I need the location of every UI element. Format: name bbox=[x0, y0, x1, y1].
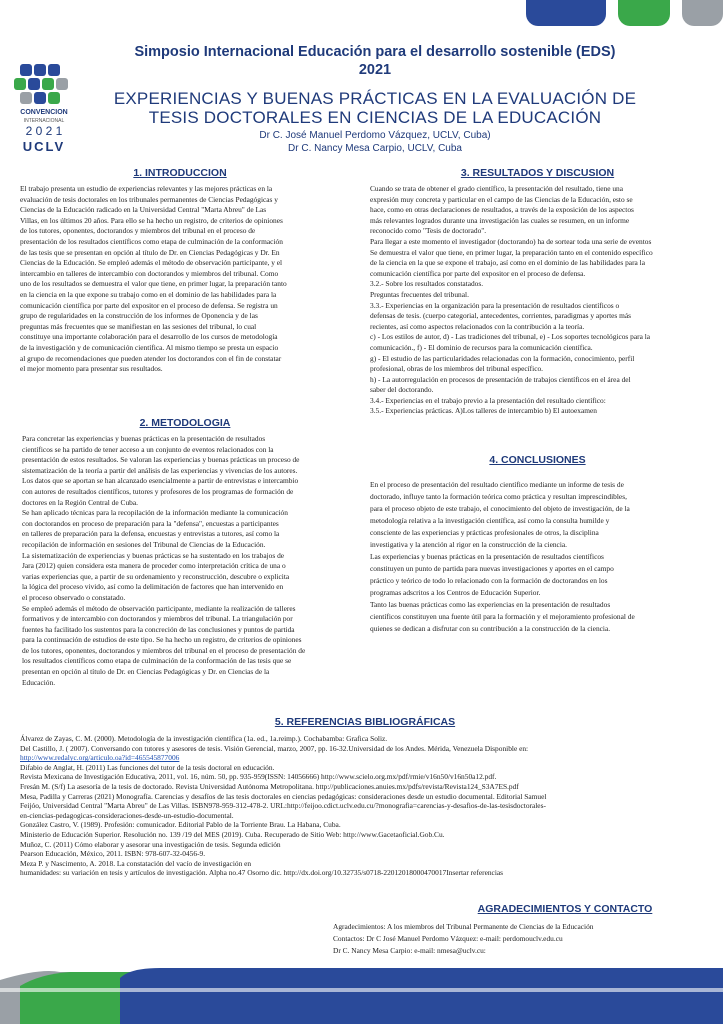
conclusions-body bbox=[370, 479, 705, 635]
intro-line: de la investigación y de comunicación científica. Al mismo tiempo se presta un espacio bbox=[20, 342, 279, 352]
reference-line: Difabio de Anglat, H. (2011) Las funciones del tutor de la tesis doctoral en educación. bbox=[20, 762, 275, 772]
results-line: expresión muy concreta y particular en el campo de las Ciencias de la Educación, esto se bbox=[370, 194, 633, 204]
method-line: sistematización de la teoría a partir del análisis de las experiencias y vivencias de los autores. bbox=[22, 465, 298, 475]
results-line: Se demuestra el valor que tiene, en primer lugar, la preparación tanto en el contenido específico bbox=[370, 247, 653, 257]
results-line: 3.3.- Experiencias en la organización para la presentación de resultados científicos o bbox=[370, 300, 620, 310]
conclusions-line: doctorado, influye tanto la formación teórica como práctica y resultan imprescindibles, bbox=[370, 492, 627, 501]
reference-line: González Castro, V. (1989). Profesión: comunicador. Editorial Pablo de la Torriente Brau. La Habana, Cuba. bbox=[20, 820, 341, 830]
method-line: en talleres de preparación para la defensa, encuestas y entrevistas a tutores, así como la bbox=[22, 529, 280, 539]
results-line: Cuando se trata de obtener el grado científico, la presentación del resultado, tiene una bbox=[370, 184, 624, 193]
results-line: g) - El estudio de las particularidades relacionadas con la formación, conocimiento, perfil bbox=[370, 353, 635, 363]
reference-line: en-ciencias-pedagogicas-consideraciones-desde-un-estudio-documental. bbox=[20, 810, 234, 820]
intro-line: Ciencias de la Educación. Se empleó además el método de observación participante, y el bbox=[20, 258, 283, 268]
intro-body bbox=[20, 184, 340, 375]
method-line: de los tutores, oponentes, doctorandos y miembros del tribunal en el proceso de presentación de bbox=[22, 645, 306, 655]
results-line: hace, como en otras declaraciones de resultados, a través de la exposición de los aspectos bbox=[370, 205, 634, 215]
method-line: científicos se ha partido de tener acceso a un conjunto de eventos relacionados con la bbox=[22, 444, 274, 454]
results-body bbox=[370, 184, 705, 417]
intro-line: intercambio en talleres de intercambio con doctorandos y miembros del tribunal. Como bbox=[20, 268, 279, 278]
results-line: 3.2.- Sobre los resultados constatados. bbox=[370, 279, 484, 289]
conclusions-line: programas adscritos a los Centros de Educación Superior. bbox=[370, 588, 541, 597]
conclusions-line: Tanto las buenas prácticas como las experiencias en la presentación de resultados bbox=[370, 600, 611, 609]
intro-line: el mejor momento para presentar sus resultados. bbox=[20, 364, 163, 374]
reference-line: humanidades: su variación en tesis y artículos de investigación. Alpha no.47 Osorno dic. http://dx.doi.org/10.32735/s0718-22012018000470017Insertar referencias bbox=[20, 868, 504, 878]
logo-text-internacional: INTERNACIONAL bbox=[23, 118, 65, 124]
method-line: Se han aplicado técnicas para la recopilación de la información mediante la comunicación bbox=[22, 508, 288, 518]
conclusions-heading: 4. CONCLUSIONES bbox=[489, 454, 586, 466]
results-line: 3.5.- Experiencias prácticas. A)Los talleres de intercambio b) El autoexamen bbox=[370, 406, 597, 416]
reference-line: Feijóo, Universidad Central "Marta Abreu" de Las Villas. ISBN978-959-312-478-2. URL:http://feijoo.cdict.uclv.edu.cu/?monografia=carencias-y-desafios-de-las-tesisdoctorales- bbox=[20, 801, 546, 811]
reference-line: Meza P. y Nascimento, A. 2018. La constatación del vacío de investigación en bbox=[20, 858, 252, 868]
poster-title-line1: EXPERIENCIAS Y BUENAS PRÁCTICAS EN LA EVALUACIÓN DE bbox=[113, 89, 637, 108]
method-line: la lógica del proceso vivido, así como la delimitación de factores que han intervenido en bbox=[22, 582, 284, 592]
results-line: comunicación científica por parte del expositor en el proceso de defensa. bbox=[370, 268, 586, 278]
intro-line: comunicación científica por parte del expositor en el proceso de defensa. Se registra un bbox=[20, 300, 278, 310]
intro-line: Villas, en los últimos 20 años. Para ello se ha hecho un registro, de criterios de opiniones bbox=[20, 215, 283, 225]
references-list bbox=[20, 734, 710, 878]
intro-line: evaluación de tesis doctorales en los tribunales permanentes de Ciencias Pedagógicas y bbox=[20, 194, 278, 204]
convention-logo bbox=[14, 64, 76, 159]
top-tab-gray bbox=[682, 0, 723, 26]
method-line: fuentes ha facilitado los sustentos para la concreción de las conclusiones y puntos de partida bbox=[22, 624, 295, 634]
conclusions-line: Las experiencias y buenas prácticas en la presentación de resultados científicos bbox=[370, 552, 604, 561]
results-line: de la ciencia en la que se expone el trabajo, así como en el dominio de las habilidades para la bbox=[370, 258, 645, 268]
intro-line: constituye una importante colaboración para el desarrollo de los cursos de metodología bbox=[20, 332, 278, 342]
logo-square bbox=[48, 64, 60, 76]
logo-square bbox=[14, 78, 26, 90]
reference-line: Pearson Educación, México, 2011. ISBN: 978-607-32-0456-9. bbox=[20, 849, 206, 859]
intro-heading: 1. INTRODUCCION bbox=[133, 167, 227, 179]
method-line: los resultados científicos como etapa de culminación de la conformación de las tesis que se bbox=[22, 656, 292, 666]
intro-line: al grupo de recomendaciones que pueden atender los doctorandos con el fin de constatar bbox=[20, 353, 282, 363]
results-line: saber del doctorando. bbox=[370, 385, 434, 395]
method-line: recopilación de información en sesiones del Tribunal de Ciencias de la Educación. bbox=[22, 539, 266, 549]
logo-square bbox=[34, 64, 46, 76]
ack-heading: AGRADECIMIENTOS Y CONTACTO bbox=[477, 903, 653, 915]
method-line: presentación de estos resultados. Se valoran las experiencias y buenas prácticas un proceso de bbox=[22, 455, 300, 465]
results-line: Preguntas frecuentes del tribunal. bbox=[370, 289, 469, 299]
footer-white-strip bbox=[0, 988, 723, 992]
intro-line: en la ciencia en la que expone su trabajo como en el dominio de las habilidades para la bbox=[20, 289, 277, 299]
results-line: h) - La autorregulación en procesos de presentación de trabajos científicos en el área del bbox=[370, 374, 631, 384]
symposium-year: 2021 bbox=[358, 62, 392, 78]
conclusions-line: metodología relativa a la investigación científica, así como la consulta humilde y bbox=[370, 516, 610, 525]
logo-square bbox=[48, 92, 60, 104]
conclusions-line: científicos constituyen una fuente útil para la formación y el mejoramiento profesional de bbox=[370, 612, 635, 621]
method-line: para la continuación de estudios de este tipo. Se ha hecho un registro, de criterios de opiniones bbox=[22, 635, 302, 645]
method-line: con doctorandos en proceso de preparación para la "defensa", encuestas a participantes bbox=[22, 518, 279, 528]
ack-line: Dr C. Nancy Mesa Carpio: e-mail: nmesa@uclv.cu: bbox=[333, 946, 486, 955]
results-line: profesional, obras de los miembros del tribunal específico. bbox=[370, 364, 544, 374]
reference-line[interactable]: http://www.redalyc.org/articulo.oa?id=465545877006 bbox=[20, 753, 180, 763]
results-line: c) - Los estilos de autor, d) - Las tradiciones del tribunal, e) - Los soportes tecnológicos para la bbox=[370, 332, 651, 342]
results-line: más relevantes logrados durante una investigación las cuales se resumen, en un informe bbox=[370, 215, 630, 225]
conclusions-line: para el proceso objeto de este trabajo, el conocimiento del objeto de investigación, de la bbox=[370, 504, 630, 513]
method-line: Los datos que se aportan se han alcanzado esencialmente a partir de entrevistas e intercambio bbox=[22, 476, 299, 486]
results-line: comunicación., f) - El dominio de recursos para la comunicación científica. bbox=[370, 342, 593, 352]
intro-line: de las tesis que se presentan en opción al título de Dr. en Ciencias Pedagógicas y Dr. En bbox=[20, 247, 280, 257]
footer-blue-band bbox=[120, 968, 723, 1024]
symposium-title: Simposio Internacional Educación para el desarrollo sostenible (EDS) bbox=[134, 44, 616, 60]
logo-org: UCLV bbox=[22, 139, 66, 154]
method-line: Se empleó además el método de observación participante, mediante la realización de talleres bbox=[22, 603, 296, 613]
method-line: con autores de resultados científicos, tutores y profesores de los programas de formación de bbox=[22, 486, 294, 496]
logo-square bbox=[56, 78, 68, 90]
method-line: el proceso observado o constatado. bbox=[22, 592, 126, 602]
results-line: defensas de tesis. (cuerpo categorial, antecedentes, corrientes, paradigmas y aportes más bbox=[370, 311, 632, 321]
reference-line: Fresán M. (S/f) La asesoría de la tesis de doctorado. Revista Universidad Autónoma Metropolitana. http://publicaciones.anuies.mx/pdfs/revista/Revista124_S3A7ES.pdf bbox=[20, 781, 519, 791]
method-line: Educación. bbox=[22, 677, 56, 687]
intro-line: de los tutores, oponentes, doctorandos y miembros del tribunal en el proceso de bbox=[20, 226, 256, 236]
logo-text-convencion: CONVENCION bbox=[20, 109, 68, 116]
intro-line: El trabajo presenta un estudio de experiencias relevantes y las mejores prácticas en la bbox=[20, 184, 273, 193]
method-line: presentan en opción al título de Dr. en Ciencias Pedagógicas y Dr. en Ciencias de la bbox=[22, 667, 270, 677]
ack-line: Contactos: Dr C José Manuel Perdomo Vázquez: e-mail: perdomouclv.edu.cu bbox=[333, 934, 563, 943]
reference-line: Álvarez de Zayas, C. M. (2000). Metodología de la investigación científica (1a. ed., 1a.reimp.). Cochabamba: Grafica Soliz. bbox=[20, 734, 388, 743]
logo-square bbox=[20, 64, 32, 76]
intro-line: uno de los resultados se demuestra el valor que tiene, en primer lugar, la preparación tanto bbox=[20, 279, 287, 289]
author-2: Dr C. Nancy Mesa Carpio, UCLV, Cuba bbox=[288, 143, 462, 154]
results-line: reconocido como "Tesis de doctorado". bbox=[370, 226, 487, 236]
results-line: Para llegar a este momento el investigador (doctorando) ha de sortear toda una serie de eventos bbox=[370, 236, 652, 246]
footer-band bbox=[0, 958, 723, 1024]
reference-line: Mesa, Padilla y Carreras (2021) Monografía. Carencias y desafíos de las tesis doctorales en ciencias pedagógicas: consideraciones desde un estudio documental. Editorial Samuel bbox=[20, 791, 547, 801]
method-line: Para concretar las experiencias y buenas prácticas en la presentación de resultados bbox=[22, 434, 266, 443]
conclusions-line: consciente de las experiencias y prácticas profesionales de otros, la disciplina bbox=[370, 528, 599, 537]
method-line: formativos y de intercambio con doctorandos y miembros del tribunal. La triangulación por bbox=[22, 614, 293, 624]
intro-line: presentación de los resultados científicos como etapa de culminación de la conformación bbox=[20, 236, 283, 246]
logo-square bbox=[42, 78, 54, 90]
method-body bbox=[22, 434, 354, 688]
conclusions-line: En el proceso de presentación del resultado científico mediante un informe de tesis de bbox=[370, 480, 624, 489]
author-1: Dr C. José Manuel Perdomo Vázquez, UCLV, Cuba) bbox=[259, 130, 491, 141]
references-heading: 5. REFERENCIAS BIBLIOGRÁFICAS bbox=[274, 716, 456, 728]
logo-square bbox=[28, 78, 40, 90]
conclusions-line: constituyen un punto de partida para nuevas investigaciones y aportes en el campo bbox=[370, 564, 614, 573]
method-line: varias experiencias que, a partir de su ordenamiento y reconstrucción, descubre o explicita bbox=[22, 571, 290, 581]
results-heading: 3. RESULTADOS Y DISCUSION bbox=[460, 167, 615, 179]
method-line: La sistematización de experiencias y buenas prácticas se ha sustentado en los trabajos de bbox=[22, 550, 285, 560]
results-line: recientes, así como aspectos relacionados con la contribución a la teoría. bbox=[370, 321, 585, 331]
top-tab-green bbox=[618, 0, 670, 26]
method-line: Jara (2012) quien considera esta manera de proceder como interpretación crítica de una o bbox=[22, 561, 286, 571]
top-tab-blue bbox=[526, 0, 606, 26]
conclusions-line: práctico y teórico de todo lo relacionado con la formación de doctorandos en los bbox=[370, 576, 608, 585]
poster-title-line2: TESIS DOCTORALES EN CIENCIAS DE LA EDUCACIÓN bbox=[148, 108, 602, 127]
reference-line: Del Castillo, J. ( 2007). Conversando con tutores y asesores de tesis. Visión Gerencial, marzo, 2007, pp. 16-32.Universidad de los Andes. Mérida, Venezuela Disponible en: bbox=[20, 743, 529, 753]
intro-line: Ciencias de la Educación radicado en la Universidad Central "Marta Abreu" de Las bbox=[20, 205, 267, 215]
conclusions-line: quienes se dedican a disfrutar con su contribución a la construcción de la ciencia. bbox=[370, 624, 611, 633]
reference-line: Ministerio de Educación Superior. Resolución no. 139 /19 del MES (2019). Cuba. Recuperado de Sitio Web: http://www.Gacetaoficial.Gob.Cu. bbox=[20, 829, 445, 839]
method-line: doctores en la Región Central de Cuba. bbox=[22, 497, 138, 507]
conclusions-line: investigativa y la atención al rigor en la construcción de la ciencia. bbox=[370, 540, 568, 549]
logo-square bbox=[34, 92, 46, 104]
intro-line: grupo de regularidades en la construcción de los informes de Oponencia y de las bbox=[20, 311, 258, 321]
intro-line: preguntas más frecuentes que se manifiestan en las sesiones del tribunal, lo cual bbox=[20, 321, 257, 331]
ack-body bbox=[333, 921, 703, 957]
logo-square bbox=[20, 92, 32, 104]
results-line: 3.4.- Experiencias en el trabajo previo a la presentación del resultado científico: bbox=[370, 395, 606, 405]
method-heading: 2. METODOLOGIA bbox=[139, 417, 231, 429]
reference-line: Muñoz, C. (2011) Cómo elaborar y asesorar una investigación de tesis. Segunda edición bbox=[20, 839, 281, 849]
ack-line: Agradecimientos: A los miembros del Tribunal Permanente de Ciencias de la Educación bbox=[333, 922, 594, 931]
logo-year: 2 0 2 1 bbox=[25, 124, 63, 138]
reference-line: Revista Mexicana de Investigación Educativa, 2011, vol. 16, núm. 50, pp. 935-959(ISSN: 14056666) http://www.scielo.org.mx/pdf/rmie/v16n50/v16n50a12.pdf. bbox=[20, 772, 497, 782]
